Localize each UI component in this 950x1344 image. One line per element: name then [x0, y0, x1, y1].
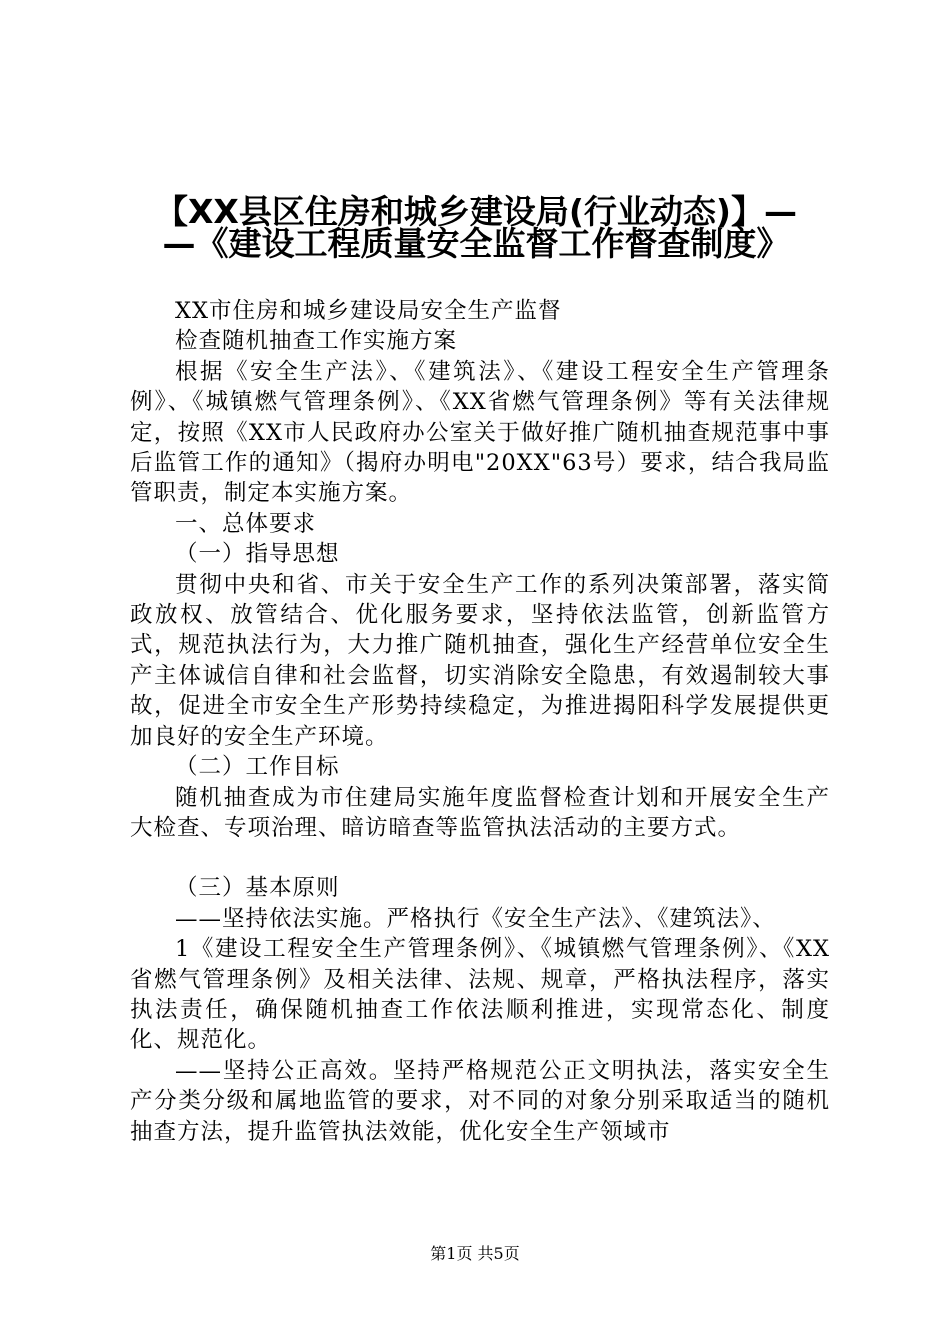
paragraph-guiding: 贯彻中央和省、市关于安全生产工作的系列决策部署，落实简政放权、放管结合、优化服务要求，坚持依法监管，创新监管方式，规范执法行为，大力推广随机抽查，强化生产经营单位安全生产主体诚信自律和社会监督，切实消除安全隐患，有效遏制较大事故，促进全市安全生产形势持续稳定，为推进揭阳科学发展提供更加良好的安全生产环境。	[130, 571, 830, 750]
page-footer: 第1页 共5页	[430, 1244, 520, 1263]
document-title-line-2: —《建设工程质量安全监督工作督查制度》	[162, 224, 790, 263]
subsection-heading-goal: （二）工作目标	[175, 754, 340, 781]
document-body	[130, 296, 830, 1147]
paragraph-goal: 随机抽查成为市住建局实施年度监督检查计划和开展安全生产大检查、专项治理、暗访暗查等监管执法活动的主要方式。	[130, 784, 830, 841]
subsection-heading-guiding: （一）指导思想	[175, 541, 340, 568]
paragraph-principle-2: ——坚持公正高效。坚持严格规范公正文明执法，落实安全生产分类分级和属地监管的要求，对不同的对象分别采取适当的随机抽查方法，提升监管执法效能，优化安全生产领域市	[130, 1057, 830, 1145]
section-heading-general: 一、总体要求	[175, 510, 317, 537]
paragraph-basis: 根据《安全生产法》、《建筑法》、《建设工程安全生产管理条例》、《城镇燃气管理条例》、《XX省燃气管理条例》等有关法律规定，按照《XX市人民政府办公室关于做好推广随机抽查规范事中事后监管工作的通知》（揭府办明电"20XX"63号）要求，结合我局监管职责，制定本实施方案。	[130, 358, 830, 507]
subtitle-line-1: XX市住房和城乡建设局安全生产监督	[175, 298, 562, 324]
document-title-line-1: 【XX县区住房和城乡建设局(行业动态)】—	[154, 192, 798, 231]
subtitle-line-2: 检查随机抽查工作实施方案	[175, 328, 458, 355]
paragraph-principle-1: ——坚持依法实施。严格执行《安全生产法》、《建筑法》、	[175, 905, 776, 932]
paragraph-principle-1-cont: 1《建设工程安全生产管理条例》、《城镇燃气管理条例》、《XX省燃气管理条例》及相关法律、法规、规章，严格执法程序，落实执法责任，确保随机抽查工作依法顺利推进，实现常态化、制度化、规范化。	[130, 936, 830, 1054]
subsection-heading-principles: （三）基本原则	[175, 875, 340, 902]
